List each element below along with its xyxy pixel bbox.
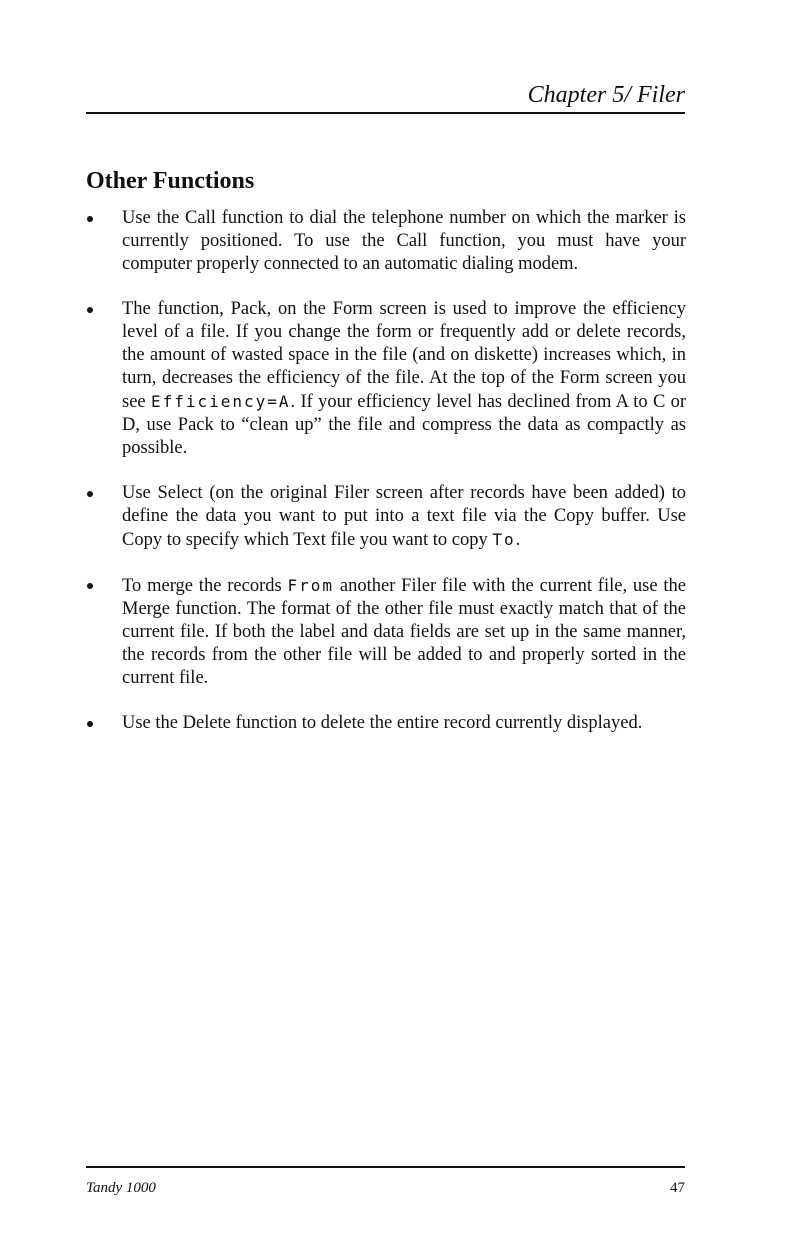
code-text: Efficiency=A xyxy=(150,392,291,411)
page-header xyxy=(86,78,685,114)
bullet-text: To merge the records xyxy=(122,576,288,596)
bullet-text: . If your efficiency level has declined from A to C or D, use Pack to “clean up” the file and compress the data as compactly as possible. xyxy=(122,392,687,458)
bullet-dot-icon xyxy=(87,216,93,222)
bullet-dot-icon xyxy=(87,491,93,497)
bullet-item-delete xyxy=(86,712,686,735)
bullet-item-merge xyxy=(86,574,686,690)
book-title: Tandy 1000 xyxy=(86,1180,156,1196)
bullet-text: Use the Call function to dial the telephone number on which the marker is currently positioned. To use the Call function, you must have your computer properly connected to an automatic dialing modem. xyxy=(122,208,686,274)
bullet-text: another Filer file with the current file, use the Merge function. The format of the other file must exactly match that of the current file. If both the label and data fields are set up in the same manner, the records from the other file will be added to and properly sorted in the current file. xyxy=(122,576,686,688)
bullet-dot-icon xyxy=(87,721,93,727)
bullet-text: The function, Pack, on the Form screen is used to improve the efficiency level of a file. If you change the form or frequently add or delete records, the amount of wasted space in the file (and on diskette) increases which, in turn, decreases the efficiency of the file. At the top of the Form screen you see xyxy=(122,299,686,412)
bullet-text: Use Select (on the original Filer screen after records have been added) to define the data you want to put into a text file via the Copy buffer. Use Copy to specify which Text file you want to copy xyxy=(122,483,686,550)
bullet-dot-icon xyxy=(87,307,93,313)
bullet-list xyxy=(86,207,686,757)
bullet-item-call xyxy=(86,207,686,276)
page-footer xyxy=(86,1166,685,1198)
code-text: From xyxy=(287,576,335,595)
page-number: 47 xyxy=(670,1180,685,1196)
bullet-dot-icon xyxy=(87,583,93,589)
bullet-text: Use the Delete function to delete the entire record currently displayed. xyxy=(122,713,643,733)
bullet-item-pack xyxy=(86,298,686,460)
bullet-text: . xyxy=(515,530,521,550)
bullet-item-select-copy xyxy=(86,482,686,552)
section-title: Other Functions xyxy=(86,168,255,194)
chapter-title: Chapter 5/ Filer xyxy=(527,82,685,108)
code-text: To xyxy=(492,530,516,549)
